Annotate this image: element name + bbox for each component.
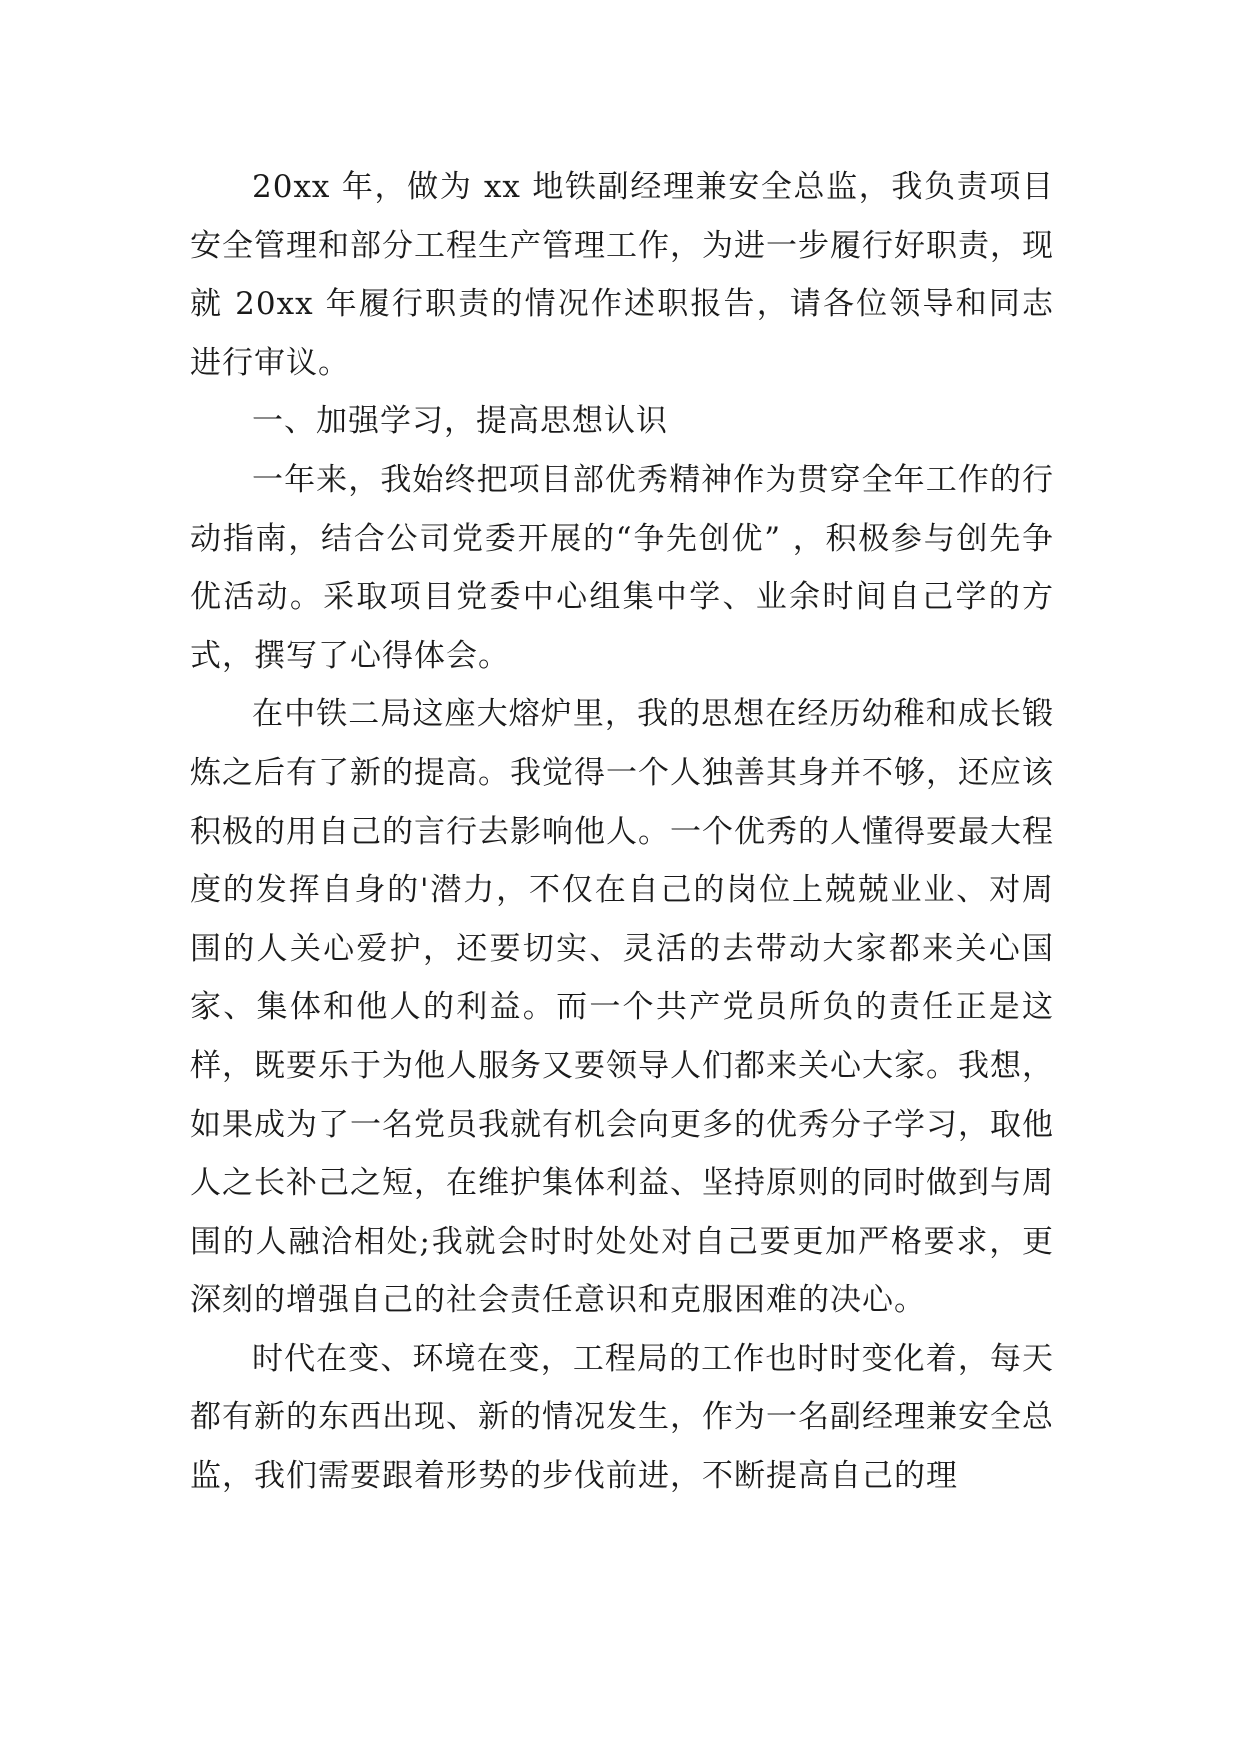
body-paragraph: 时代在变、环境在变，工程局的工作也时时变化着，每天都有新的东西出现、新的情况发生，作为一名副经理兼安全总监，我们需要跟着形势的步伐前进，不断提高自己的理 (190, 1340, 1054, 1495)
intro-paragraph: 20xx 年，做为 xx 地铁副经理兼安全总监，我负责项目安全管理和部分工程生产管理工作，为进一步履行好职责，现就 20xx 年履行职责的情况作述职报告，请各位领导和同志进行审议。 (190, 169, 1054, 381)
document-body (190, 158, 1054, 1506)
body-paragraph: 在中铁二局这座大熔炉里，我的思想在经历幼稚和成长锻炼之后有了新的提高。我觉得一个人独善其身并不够，还应该积极的用自己的言行去影响他人。一个优秀的人懂得要最大程度的发挥自身的'潜力，不仅在自己的岗位上兢兢业业、对周围的人关心爱护，还要切实、灵活的去带动大家都来关心国家、集体和他人的利益。而一个共产党员所负的责任正是这样，既要乐于为他人服务又要领导人们都来关心大家。我想，如果成为了一名党员我就有机会向更多的优秀分子学习，取他人之长补己之短，在维护集体利益、坚持原则的同时做到与周围的人融洽相处;我就会时时处处对自己要更加严格要求，更深刻的增强自己的社会责任意识和克服困难的决心。 (190, 696, 1054, 1319)
body-paragraph: 一年来，我始终把项目部优秀精神作为贯穿全年工作的行动指南，结合公司党委开展的“争先创优” ，积极参与创先争优活动。采取项目党委中心组集中学、业余时间自己学的方式，撰写了心得体会。 (190, 461, 1054, 674)
section-heading: 一、加强学习，提高思想认识 (252, 403, 668, 440)
